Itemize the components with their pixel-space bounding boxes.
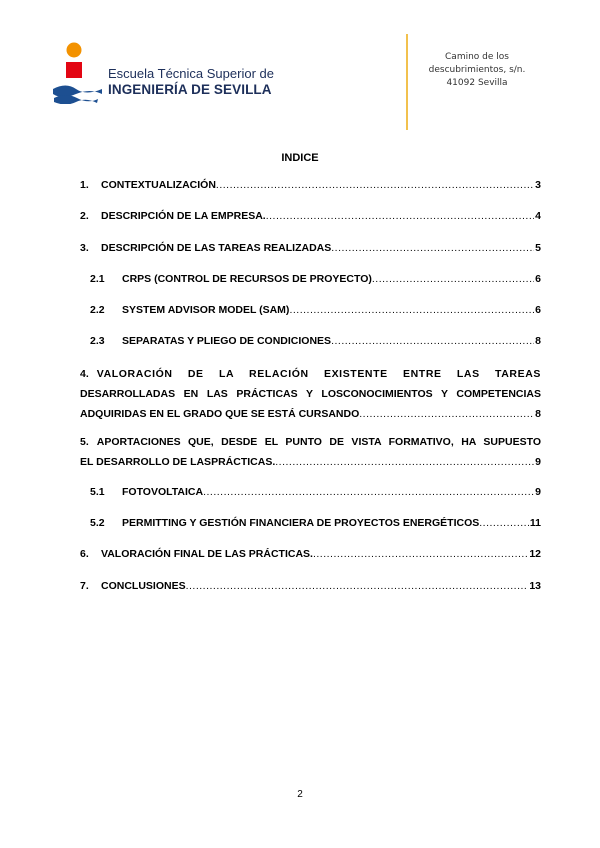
toc-entry-number: 2.3 bbox=[90, 335, 105, 347]
toc-entry-text: CONTEXTUALIZACIÓN bbox=[101, 179, 216, 191]
toc-entry-page: 11 bbox=[529, 517, 541, 529]
toc-subentry bbox=[90, 272, 541, 286]
toc-entry-page: 9 bbox=[535, 456, 541, 468]
toc-entry bbox=[80, 579, 541, 593]
us-logo-icon bbox=[52, 42, 106, 104]
toc-entry-text: DESCRIPCIÓN DE LAS TAREAS REALIZADAS bbox=[101, 242, 332, 254]
toc-entry-number: 3. bbox=[80, 242, 89, 254]
toc-entry-text-line1: APORTACIONES QUE, DESDE EL PUNTO DE VISTA FORMATIVO, HA SUPUESTO bbox=[96, 436, 541, 448]
toc-entry-text: FOTOVOLTAICA bbox=[122, 486, 204, 498]
toc-entry-page: 6 bbox=[535, 304, 541, 316]
toc-title: INDICE bbox=[281, 152, 319, 164]
toc-subentry bbox=[90, 303, 541, 317]
toc-entry-number: 4. bbox=[80, 368, 89, 380]
toc-entry-number: 1. bbox=[80, 179, 89, 191]
toc-entry-text: CONCLUSIONES bbox=[101, 580, 186, 592]
toc-entry-number: 5.1 bbox=[90, 486, 105, 498]
address-line: descubrimientos, s/n. bbox=[428, 65, 526, 75]
toc-leader-dots bbox=[479, 516, 529, 530]
toc-entry-number: 2.1 bbox=[90, 273, 105, 285]
toc-entry bbox=[80, 241, 541, 255]
toc-entry-text: VALORACIÓN FINAL DE LAS PRÁCTICAS. bbox=[101, 548, 313, 560]
toc-entry-page: 9 bbox=[535, 486, 541, 498]
toc-entry-page: 5 bbox=[535, 242, 541, 254]
toc-entry bbox=[80, 432, 541, 472]
toc-leader-dots bbox=[216, 178, 534, 192]
toc-leader-dots bbox=[331, 334, 534, 348]
toc-entry-text-line1: VALORACIÓN DE LA RELACIÓN EXISTENTE ENTRE LAS TAREAS bbox=[96, 368, 541, 380]
toc-leader-dots bbox=[203, 485, 534, 499]
toc-entry-page: 8 bbox=[535, 408, 541, 420]
address-block bbox=[412, 51, 542, 90]
toc-entry-page: 3 bbox=[535, 179, 541, 191]
toc-entry-number: 6. bbox=[80, 548, 89, 560]
toc-subentry bbox=[90, 334, 541, 348]
school-name-line2: INGENIERÍA DE SEVILLA bbox=[108, 82, 272, 97]
toc-subentry bbox=[90, 485, 541, 499]
toc-leader-dots bbox=[275, 452, 534, 472]
toc-subentry bbox=[90, 516, 541, 530]
toc-entry-text: SYSTEM ADVISOR MODEL (SAM) bbox=[122, 304, 290, 316]
school-name bbox=[108, 66, 274, 98]
header-divider bbox=[406, 34, 408, 130]
toc-entry-text-line3: ADQUIRIDAS EN EL GRADO QUE SE ESTÁ CURSANDO bbox=[80, 408, 360, 420]
toc-entry-page: 4 bbox=[535, 210, 541, 222]
toc-entry-text: DESCRIPCIÓN DE LA EMPRESA. bbox=[101, 210, 266, 222]
toc-entry bbox=[80, 547, 541, 561]
toc-leader-dots bbox=[266, 209, 534, 223]
toc-entry-number: 5. bbox=[80, 436, 89, 448]
toc-entry-text: CRPS (CONTROL DE RECURSOS DE PROYECTO) bbox=[122, 273, 372, 285]
toc-entry-number: 2. bbox=[80, 210, 89, 222]
toc-entry bbox=[80, 209, 541, 223]
toc-entry-text: PERMITTING Y GESTIÓN FINANCIERA DE PROYECTOS ENERGÉTICOS bbox=[122, 517, 480, 529]
toc-entry bbox=[80, 178, 541, 192]
toc-leader-dots bbox=[186, 579, 529, 593]
toc-entry-page: 13 bbox=[529, 580, 541, 592]
toc-entry-text-line2: DESARROLLADAS EN LAS PRÁCTICAS Y LOSCONOCIMIENTOS Y COMPETENCIAS bbox=[80, 388, 541, 400]
page-number: 2 bbox=[297, 789, 303, 800]
toc-entry-page: 8 bbox=[535, 335, 541, 347]
toc-entry-number: 2.2 bbox=[90, 304, 105, 316]
toc-leader-dots bbox=[313, 547, 528, 561]
school-name-line1: Escuela Técnica Superior de bbox=[108, 66, 274, 81]
toc-entry-page: 12 bbox=[529, 548, 541, 560]
toc-entry-number: 7. bbox=[80, 580, 89, 592]
toc-entry-text: SEPARATAS Y PLIEGO DE CONDICIONES bbox=[122, 335, 332, 347]
address-line: Camino de los bbox=[445, 52, 509, 62]
toc-entry-text-line2: EL DESARROLLO DE LASPRÁCTICAS. bbox=[80, 456, 276, 468]
toc-leader-dots bbox=[289, 303, 534, 317]
toc-entry-page: 6 bbox=[535, 273, 541, 285]
toc-entry bbox=[80, 364, 541, 424]
address-line: 41092 Sevilla bbox=[446, 78, 508, 88]
toc-leader-dots bbox=[359, 404, 534, 424]
toc-leader-dots bbox=[331, 241, 534, 255]
toc-entry-number: 5.2 bbox=[90, 517, 105, 529]
toc-leader-dots bbox=[372, 272, 534, 286]
